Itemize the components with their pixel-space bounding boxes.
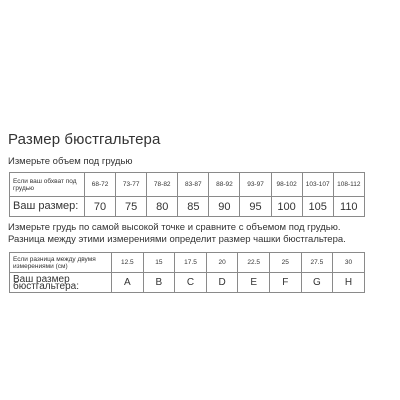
table-row (10, 197, 365, 217)
cup-instruction (8, 222, 398, 246)
difference-cell: 17.5 (175, 253, 207, 273)
difference-cell: 27.5 (301, 253, 333, 273)
cup-size-cell: C (175, 273, 207, 293)
underbust-range-cell: 73-77 (116, 173, 147, 197)
underbust-range-cell: 98-102 (271, 173, 302, 197)
band-size-table (9, 172, 365, 217)
cup-instruction-line: Разница между этими измерениями определит размер чашки бюстгальтера. (8, 234, 346, 245)
cup-size-cell: E (238, 273, 270, 293)
underbust-range-cell: 83-87 (178, 173, 209, 197)
difference-cell: 12.5 (112, 253, 144, 273)
cup-size-cell: D (206, 273, 238, 293)
band-size-label: Ваш размер: (10, 197, 85, 217)
difference-cell: 15 (143, 253, 175, 273)
underbust-range-cell: 103-107 (302, 173, 333, 197)
underbust-range-cell: 68-72 (85, 173, 116, 197)
cup-instruction-line: Измерьте грудь по самой высокой точке и сравните с объемом под грудью. (8, 222, 341, 233)
band-size-cell: 90 (209, 197, 240, 217)
underbust-instruction: Измерьте объем под грудью (8, 156, 133, 167)
band-size-cell: 70 (85, 197, 116, 217)
cup-size-label: Ваш размер бюстгальтера: (10, 273, 112, 293)
page-title: Размер бюстгальтера (8, 131, 161, 148)
band-size-cell: 95 (240, 197, 271, 217)
band-size-cell: 85 (178, 197, 209, 217)
cup-size-cell: G (301, 273, 333, 293)
cup-size-cell: F (269, 273, 301, 293)
cup-size-cell: B (143, 273, 175, 293)
table-row (10, 173, 365, 197)
band-size-cell: 80 (147, 197, 178, 217)
band-size-cell: 100 (271, 197, 302, 217)
band-size-cell: 110 (333, 197, 364, 217)
difference-cell: 20 (206, 253, 238, 273)
cup-size-table (9, 252, 365, 293)
table-row (10, 253, 365, 273)
band-size-cell: 75 (116, 197, 147, 217)
table-row (10, 273, 365, 293)
underbust-range-cell: 78-82 (147, 173, 178, 197)
difference-cell: 25 (269, 253, 301, 273)
underbust-range-cell: 93-97 (240, 173, 271, 197)
underbust-range-cell: 108-112 (333, 173, 364, 197)
cup-size-cell: A (112, 273, 144, 293)
cup-size-cell: H (333, 273, 365, 293)
band-size-cell: 105 (302, 197, 333, 217)
difference-cell: 30 (333, 253, 365, 273)
underbust-label: Если ваш обхват под грудью (10, 173, 85, 197)
difference-label: Если разница между двумя измерениями (см) (10, 253, 112, 273)
underbust-range-cell: 88-92 (209, 173, 240, 197)
difference-cell: 22.5 (238, 253, 270, 273)
